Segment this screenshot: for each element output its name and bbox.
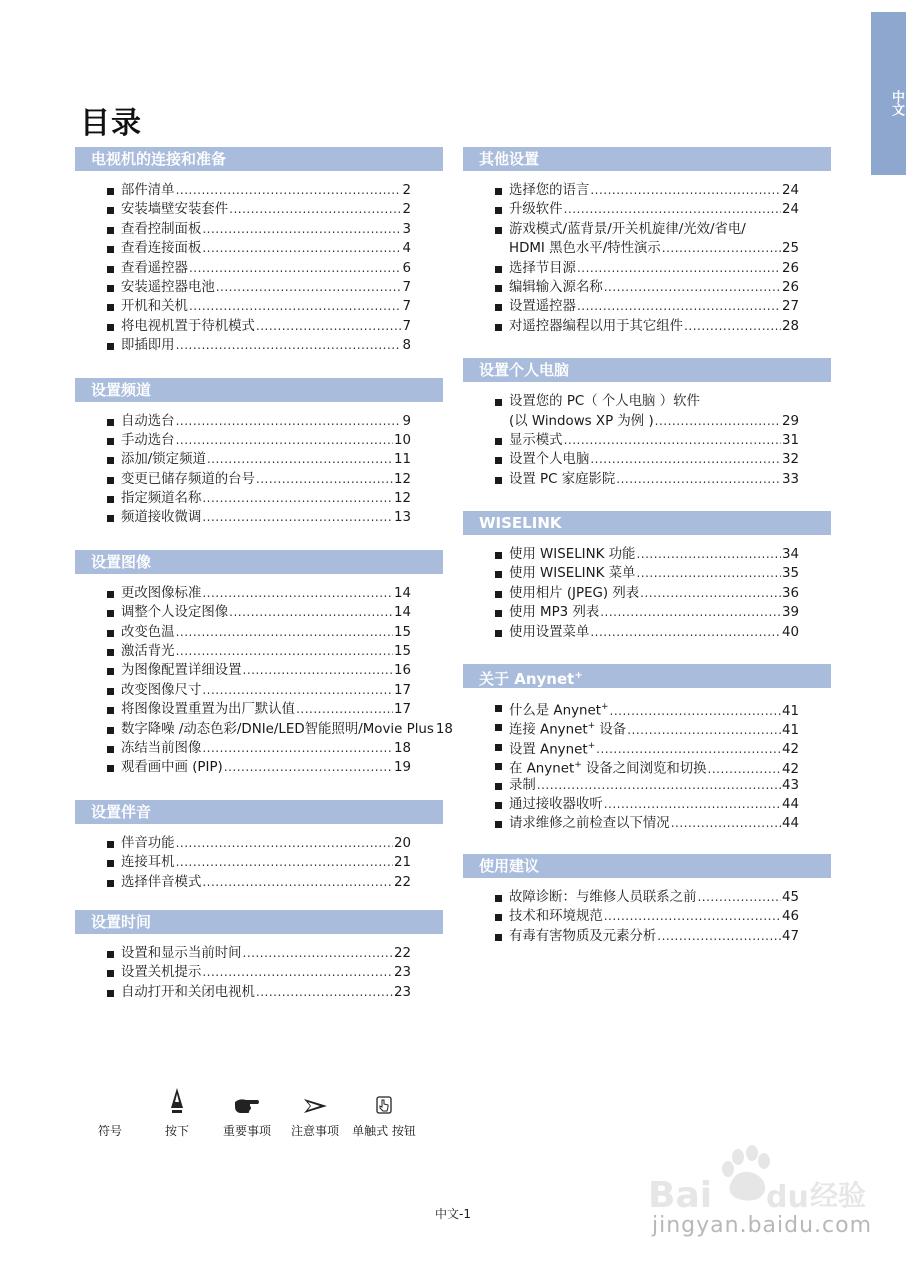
toc-entry[interactable] xyxy=(463,756,831,775)
toc-page-number: 41 xyxy=(781,722,799,738)
leader-dots xyxy=(636,545,781,564)
toc-page-number: 36 xyxy=(781,585,799,601)
toc-entry-label: 变更已储存频道的台号 xyxy=(121,471,255,487)
toc-entry-label: 选择伴音模式 xyxy=(121,874,202,890)
toc-entry[interactable] xyxy=(75,450,443,469)
toc-entry-label: 开机和关机 xyxy=(121,299,188,315)
toc-entry[interactable] xyxy=(463,584,831,603)
section-heading: 设置频道 xyxy=(75,378,443,402)
leader-dots xyxy=(577,297,781,316)
toc-page-number: 14 xyxy=(393,585,411,601)
leader-dots xyxy=(176,181,402,200)
leader-dots xyxy=(590,450,781,469)
toc-entry-label: 查看连接面板 xyxy=(121,241,202,257)
legend-one-touch: 单触式 按钮 xyxy=(334,1088,434,1139)
toc-entry-label: 技术和环境规范 xyxy=(509,909,603,925)
toc-entry[interactable] xyxy=(75,758,443,777)
svg-text:Bai: Bai xyxy=(648,1175,713,1216)
leader-dots xyxy=(229,200,401,219)
toc-page-number: 34 xyxy=(781,547,799,563)
toc-entry[interactable] xyxy=(463,698,831,717)
toc-entry[interactable] xyxy=(75,508,443,527)
toc-section xyxy=(463,358,831,489)
toc-page-number: 12 xyxy=(393,471,411,487)
legend-press: 按下 xyxy=(127,1088,227,1139)
toc-entry-label: 更改图像标准 xyxy=(121,585,202,601)
toc-entry-label: 手动选台 xyxy=(121,432,175,448)
toc-page-number: 22 xyxy=(393,945,411,961)
toc-page-number: 19 xyxy=(393,760,411,776)
toc-page-number: 41 xyxy=(781,703,799,719)
toc-page-number: 17 xyxy=(393,702,411,718)
toc-page-number: 44 xyxy=(781,816,799,832)
toc-entry[interactable] xyxy=(75,944,443,963)
one-touch-button-icon xyxy=(334,1088,434,1114)
leader-dots xyxy=(577,259,781,278)
toc-entry-label: 冻结当前图像 xyxy=(121,740,202,756)
toc-entry-label: 安装墙壁安装套件 xyxy=(121,202,229,218)
toc-entry-label: 将电视机置于待机模式 xyxy=(121,318,255,334)
toc-entry-label: 数字降噪 /动态色彩/DNIe/LED智能照明/Movie Plus xyxy=(121,721,434,737)
page-title: 目录 xyxy=(80,106,142,141)
toc-entry[interactable] xyxy=(463,623,831,642)
toc-entry-label: 改变图像尺寸 xyxy=(121,682,202,698)
toc-entry[interactable] xyxy=(75,963,443,982)
leader-dots xyxy=(176,623,393,642)
leader-dots xyxy=(202,681,393,700)
leader-dots xyxy=(176,431,393,450)
toc-page-number: 25 xyxy=(781,241,799,257)
toc-section xyxy=(463,664,831,834)
toc-entry[interactable] xyxy=(463,181,831,200)
section-heading: 关于 Anynet+ xyxy=(463,664,831,688)
toc-entry-label: 请求维修之前检查以下情况 xyxy=(509,816,670,832)
toc-entry[interactable] xyxy=(463,412,831,431)
toc-entry[interactable] xyxy=(75,642,443,661)
leader-dots xyxy=(243,944,393,963)
toc-entry-label: (以 Windows XP 为例 ) xyxy=(509,413,654,429)
section-heading: 设置图像 xyxy=(75,550,443,574)
leader-dots xyxy=(697,888,780,907)
toc-entry[interactable] xyxy=(463,239,831,258)
toc-entry-label: 伴音功能 xyxy=(121,835,175,851)
toc-entry-label: 查看遥控器 xyxy=(121,260,188,276)
toc-entry-label: 频道接收微调 xyxy=(121,510,202,526)
toc-entry-label: 安装遥控器电池 xyxy=(121,279,215,295)
toc-page-number: 15 xyxy=(393,624,411,640)
leader-dots xyxy=(590,181,781,200)
toc-page-number: 4 xyxy=(402,241,411,257)
toc-entry-label: 为图像配置详细设置 xyxy=(121,663,242,679)
toc-section xyxy=(75,550,453,778)
toc-page-number: 7 xyxy=(402,279,411,295)
toc-entry-label: 编辑输入源名称 xyxy=(509,279,603,295)
toc-entry[interactable] xyxy=(75,700,443,719)
toc-entry[interactable] xyxy=(75,834,443,853)
toc-page-number: 12 xyxy=(393,491,411,507)
left-column xyxy=(75,147,453,1002)
svg-text:经验: 经验 xyxy=(810,1179,867,1212)
leader-dots xyxy=(657,927,781,946)
toc-entry-label: 自动选台 xyxy=(121,413,175,429)
toc-page-number: 47 xyxy=(781,928,799,944)
leader-dots xyxy=(636,564,781,583)
toc-page-number: 31 xyxy=(781,432,799,448)
toc-entry[interactable] xyxy=(463,795,831,814)
toc-entry[interactable] xyxy=(75,220,443,239)
leader-dots xyxy=(207,450,393,469)
leader-dots xyxy=(604,907,781,926)
leader-dots xyxy=(684,317,781,336)
toc-entry[interactable] xyxy=(75,720,453,739)
section-heading: 使用建议 xyxy=(463,854,831,878)
leader-dots xyxy=(224,758,393,777)
toc-entry-label: 将图像设置重置为出厂默认值 xyxy=(121,702,296,718)
toc-page-number: 7 xyxy=(402,299,411,315)
leader-dots xyxy=(662,239,781,258)
toc-entry[interactable] xyxy=(75,661,443,680)
toc-page-number: 18 xyxy=(393,740,411,756)
toc-page-number: 43 xyxy=(781,777,799,793)
toc-page-number: 26 xyxy=(781,279,799,295)
toc-page-number: 18 xyxy=(435,721,453,737)
toc-page-number: 20 xyxy=(393,835,411,851)
toc-page-number: 39 xyxy=(781,605,799,621)
section-heading: WISELINK xyxy=(463,511,831,535)
toc-entry-label: 在 Anynet+ 设备之间浏览和切换 xyxy=(509,760,707,777)
toc-page-number: 7 xyxy=(402,318,411,334)
toc-entry[interactable] xyxy=(463,450,831,469)
toc-entry-label: 使用相片 (JPEG) 列表 xyxy=(509,585,640,601)
toc-page-number: 2 xyxy=(402,202,411,218)
toc-entry[interactable] xyxy=(463,470,831,489)
leader-dots xyxy=(202,873,393,892)
legend-important: 重要事项 xyxy=(197,1088,297,1139)
toc-entry-label: 设置个人电脑 xyxy=(509,452,590,468)
toc-entry-label: 查看控制面板 xyxy=(121,221,202,237)
toc-page-number: 24 xyxy=(781,183,799,198)
toc-entry[interactable] xyxy=(75,239,443,258)
toc-section xyxy=(75,910,443,1002)
leader-dots xyxy=(216,278,402,297)
toc-entry[interactable] xyxy=(463,927,831,946)
toc-entry[interactable] xyxy=(463,220,831,239)
toc-entry-label: 连接 Anynet+ 设备 xyxy=(509,721,627,738)
leader-dots xyxy=(256,470,393,489)
toc-entry[interactable] xyxy=(75,489,443,508)
toc-entry-label: 自动打开和关闭电视机 xyxy=(121,984,255,1000)
language-side-tab xyxy=(871,12,906,175)
toc-page-number: 24 xyxy=(781,202,799,218)
section-heading: 设置伴音 xyxy=(75,800,443,824)
leader-dots xyxy=(256,983,393,1002)
toc-page-number: 13 xyxy=(393,510,411,526)
toc-entry[interactable] xyxy=(75,278,443,297)
toc-entry-label: 设置 Anynet+ xyxy=(509,740,596,758)
toc-entry[interactable] xyxy=(463,278,831,297)
toc-entry-label: 使用 WISELINK 功能 xyxy=(509,547,636,563)
toc-entry[interactable] xyxy=(75,181,443,200)
toc-entry-label: 显示模式 xyxy=(509,432,563,448)
toc-page-number: 29 xyxy=(781,413,799,429)
leader-dots xyxy=(202,220,401,239)
toc-page-number: 8 xyxy=(402,338,411,354)
toc-entry[interactable] xyxy=(463,564,831,583)
symbol-legend xyxy=(0,1088,906,1148)
leader-dots xyxy=(537,776,781,795)
toc-entry[interactable] xyxy=(75,200,443,219)
leader-dots xyxy=(229,603,393,622)
toc-page-number: 27 xyxy=(781,299,799,315)
leader-dots xyxy=(202,584,393,603)
leader-dots xyxy=(564,200,781,219)
leader-dots xyxy=(202,239,401,258)
leader-dots xyxy=(202,739,393,758)
toc-entry[interactable] xyxy=(75,317,443,336)
toc-entry[interactable] xyxy=(75,297,443,316)
legend-note: 注意事项 xyxy=(265,1088,365,1139)
toc-section xyxy=(75,800,443,892)
toc-entry[interactable] xyxy=(463,776,831,795)
toc-entry[interactable] xyxy=(75,739,443,758)
toc-page-number: 35 xyxy=(781,566,799,582)
toc-entry-label: 部件清单 xyxy=(121,183,175,198)
toc-entry-label: 游戏模式/蓝背景/开关机旋律/光效/省电/ xyxy=(509,221,746,237)
leader-dots xyxy=(640,584,781,603)
toc-entry[interactable] xyxy=(463,545,831,564)
toc-page-number: 21 xyxy=(393,855,411,871)
toc-entry[interactable] xyxy=(463,317,831,336)
toc-page-number: 2 xyxy=(402,183,411,198)
leader-dots xyxy=(604,278,781,297)
leader-dots xyxy=(202,508,393,527)
toc-section xyxy=(463,511,831,642)
toc-page-number: 11 xyxy=(393,452,411,468)
toc-entry-label: 使用 WISELINK 菜单 xyxy=(509,566,636,582)
svg-text:du: du xyxy=(766,1180,809,1215)
leader-dots xyxy=(176,642,393,661)
toc-entry[interactable] xyxy=(75,336,443,355)
leader-dots xyxy=(243,661,393,680)
toc-entry[interactable] xyxy=(463,717,831,736)
watermark-url: jingyan.baidu.com xyxy=(652,1213,873,1238)
toc-entry[interactable] xyxy=(463,888,831,907)
leader-dots xyxy=(604,795,781,814)
toc-page-number: 42 xyxy=(781,742,799,758)
leader-dots xyxy=(176,834,393,853)
toc-page-number: 23 xyxy=(393,965,411,981)
toc-entry[interactable] xyxy=(75,873,443,892)
leader-dots xyxy=(590,623,781,642)
toc-entry-label: 选择节目源 xyxy=(509,260,576,276)
toc-page-number: 3 xyxy=(402,221,411,237)
leader-dots xyxy=(176,412,402,431)
toc-page-number: 42 xyxy=(781,761,799,777)
toc-entry[interactable] xyxy=(463,297,831,316)
toc-section xyxy=(463,147,831,336)
toc-entry[interactable] xyxy=(75,470,443,489)
toc-section xyxy=(463,854,831,946)
toc-page-number: 45 xyxy=(781,889,799,905)
right-column xyxy=(463,147,831,946)
leader-dots xyxy=(202,963,393,982)
section-heading: 设置时间 xyxy=(75,910,443,934)
legend-symbol: 符号 xyxy=(60,1088,160,1139)
toc-entry-label: 通过接收器收听 xyxy=(509,796,603,812)
language-tab-label: 中文 xyxy=(889,90,904,116)
toc-entry-label: HDMI 黑色水平/特性演示 xyxy=(509,241,661,257)
leader-dots xyxy=(616,470,781,489)
toc-entry-label: 即插即用 xyxy=(121,338,175,354)
toc-entry[interactable] xyxy=(463,431,831,450)
toc-page-number: 6 xyxy=(402,260,411,276)
toc-entry[interactable] xyxy=(463,603,831,622)
toc-entry-label: 有毒有害物质及元素分析 xyxy=(509,928,657,944)
toc-entry[interactable] xyxy=(463,737,831,756)
toc-entry[interactable] xyxy=(463,814,831,833)
toc-entry-label: 指定频道名称 xyxy=(121,491,202,507)
toc-section xyxy=(75,147,443,356)
leader-dots xyxy=(655,412,781,431)
leader-dots xyxy=(189,259,402,278)
toc-page-number: 16 xyxy=(393,663,411,679)
toc-page-number: 32 xyxy=(781,452,799,468)
toc-page-number: 40 xyxy=(781,624,799,640)
toc-entry[interactable] xyxy=(463,200,831,219)
toc-page-number: 28 xyxy=(781,318,799,334)
leader-dots xyxy=(202,489,393,508)
toc-section xyxy=(75,378,443,528)
section-heading: 电视机的连接和准备 xyxy=(75,147,443,171)
leader-dots xyxy=(296,700,393,719)
toc-entry-label: 设置您的 PC（ 个人电脑 ）软件 xyxy=(509,394,700,410)
page-number: 中文-1 xyxy=(435,1207,471,1221)
toc-entry-label: 添加/锁定频道 xyxy=(121,452,206,468)
toc-entry-label: 设置遥控器 xyxy=(509,299,576,315)
toc-entry-label: 改变色温 xyxy=(121,624,175,640)
toc-entry-label: 故障诊断：与维修人员联系之前 xyxy=(509,889,697,905)
toc-page-number: 22 xyxy=(393,874,411,890)
toc-entry[interactable] xyxy=(75,431,443,450)
toc-entry-label: 录制 xyxy=(509,777,536,793)
leader-dots xyxy=(564,431,781,450)
toc-entry-label: 设置关机提示 xyxy=(121,965,202,981)
toc-entry-label: 什么是 Anynet+ xyxy=(509,702,609,719)
leader-dots xyxy=(189,297,402,316)
toc-entry-label: 选择您的语言 xyxy=(509,183,590,198)
toc-entry-label: 使用设置菜单 xyxy=(509,624,590,640)
toc-page-number: 46 xyxy=(781,909,799,925)
toc-page-number: 9 xyxy=(402,413,411,429)
toc-page-number: 14 xyxy=(393,605,411,621)
toc-entry-label: 设置和显示当前时间 xyxy=(121,945,242,961)
toc-entry-label: 观看画中画 (PIP) xyxy=(121,760,223,776)
toc-entry[interactable] xyxy=(75,681,443,700)
toc-entry[interactable] xyxy=(75,853,443,872)
toc-entry-label: 使用 MP3 列表 xyxy=(509,605,600,621)
toc-entry[interactable] xyxy=(75,603,443,622)
toc-entry-label: 设置 PC 家庭影院 xyxy=(509,471,616,487)
toc-entry[interactable] xyxy=(463,259,831,278)
toc-entry[interactable] xyxy=(463,392,831,411)
toc-page-number: 33 xyxy=(781,471,799,487)
toc-entry[interactable] xyxy=(75,412,443,431)
toc-entry[interactable] xyxy=(75,983,443,1002)
toc-entry[interactable] xyxy=(75,623,443,642)
toc-entry-label: 对遥控器编程以用于其它组件 xyxy=(509,318,684,334)
section-heading: 设置个人电脑 xyxy=(463,358,831,382)
toc-page-number: 26 xyxy=(781,260,799,276)
leader-dots xyxy=(256,317,402,336)
toc-entry-label: 升级软件 xyxy=(509,202,563,218)
toc-page-number: 44 xyxy=(781,796,799,812)
toc-entry[interactable] xyxy=(75,584,443,603)
baidu-watermark-logo xyxy=(640,1145,880,1275)
toc-page-number: 10 xyxy=(393,432,411,448)
toc-page-number: 17 xyxy=(393,682,411,698)
toc-page-number: 15 xyxy=(393,644,411,660)
leader-dots xyxy=(671,814,781,833)
toc-entry[interactable] xyxy=(75,259,443,278)
toc-entry-label: 调整个人设定图像 xyxy=(121,605,229,621)
leader-dots xyxy=(176,853,393,872)
toc-entry[interactable] xyxy=(463,907,831,926)
leader-dots xyxy=(176,336,402,355)
toc-entry-label: 激活背光 xyxy=(121,644,175,660)
toc-entry-label: 连接耳机 xyxy=(121,855,175,871)
toc-page-number: 23 xyxy=(393,984,411,1000)
section-heading: 其他设置 xyxy=(463,147,831,171)
leader-dots xyxy=(600,603,781,622)
